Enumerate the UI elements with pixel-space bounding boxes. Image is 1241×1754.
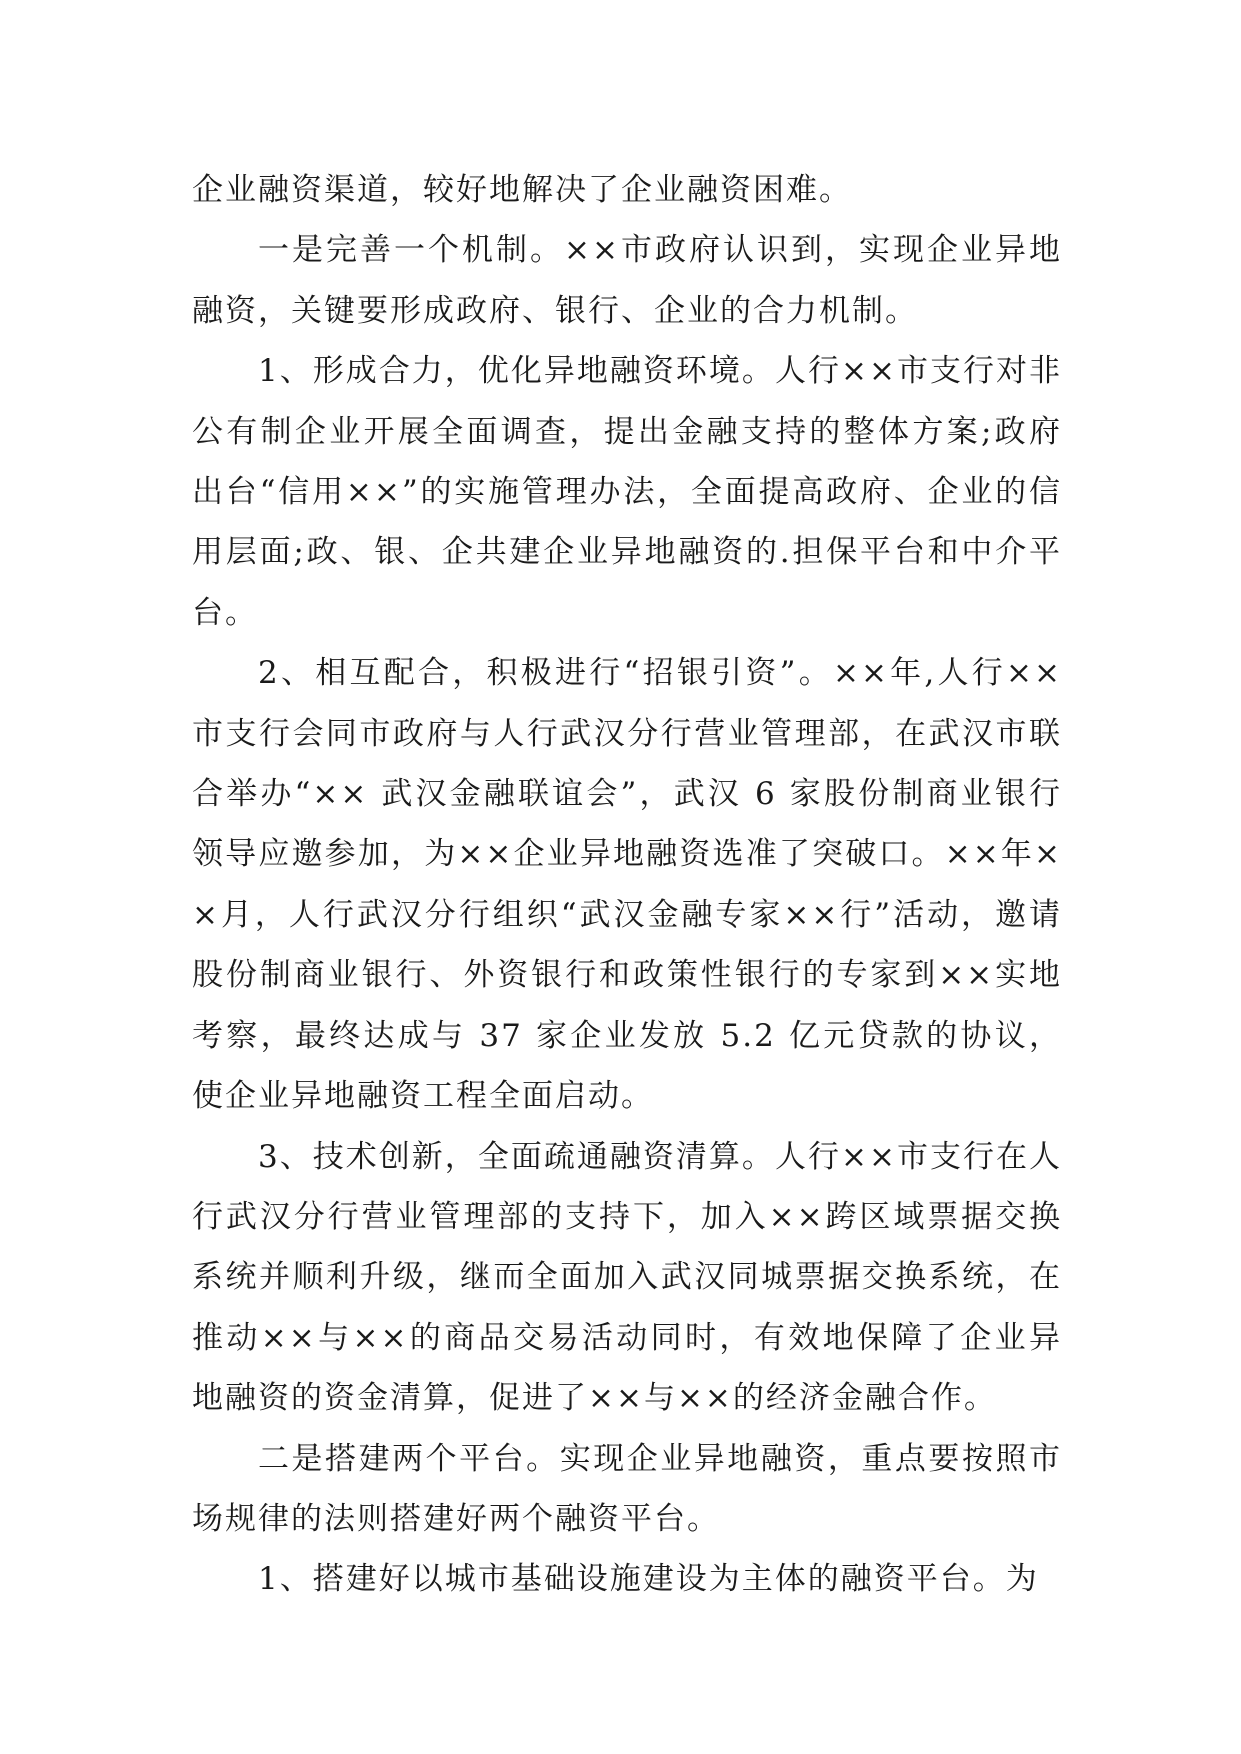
paragraph-3: 1、形成合力，优化异地融资环境。人行××市支行对非公有制企业开展全面调查，提出金融支持的整体方案;政府出台“信用××”的实施管理办法，全面提高政府、企业的信用层面;政、银、企共建企业异地融资的.担保平台和中介平台。 xyxy=(192,353,1062,631)
paragraph-5: 3、技术创新，全面疏通融资清算。人行××市支行在人行武汉分行营业管理部的支持下，加入××跨区域票据交换系统并顺利升级，继而全面加入武汉同城票据交换系统，在推动××与××的商品交易活动同时，有效地保障了企业异地融资的资金清算，促进了××与××的经济金融合作。 xyxy=(192,1138,1062,1417)
paragraph-1: 企业融资渠道，较好地解决了企业融资困难。 xyxy=(192,172,852,208)
paragraph-6: 二是搭建两个平台。实现企业异地融资，重点要按照市场规律的法则搭建好两个融资平台。 xyxy=(192,1440,1062,1537)
body-text xyxy=(192,160,1062,1610)
paragraph-2: 一是完善一个机制。××市政府认识到，实现企业异地融资，关键要形成政府、银行、企业的合力机制。 xyxy=(192,232,1062,329)
paragraph-7: 1、搭建好以城市基础设施建设为主体的融资平台。为 xyxy=(258,1561,1039,1598)
paragraph-4: 2、相互配合，积极进行“招银引资”。××年,人行××市支行会同市政府与人行武汉分行营业管理部，在武汉市联合举办“×× 武汉金融联谊会”，武汉 6 家股份制商业银行领导应邀参加，为××企业异地融资选准了突破口。××年××月，人行武汉分行组织“武汉金融专家××行”活动，邀请股份制商业银行、外资银行和政策性银行的专家到××实地考察，最终达成与 37 家企业发放 5.2 亿元贷款的协议，使企业异地融资工程全面启动。 xyxy=(192,655,1062,1115)
